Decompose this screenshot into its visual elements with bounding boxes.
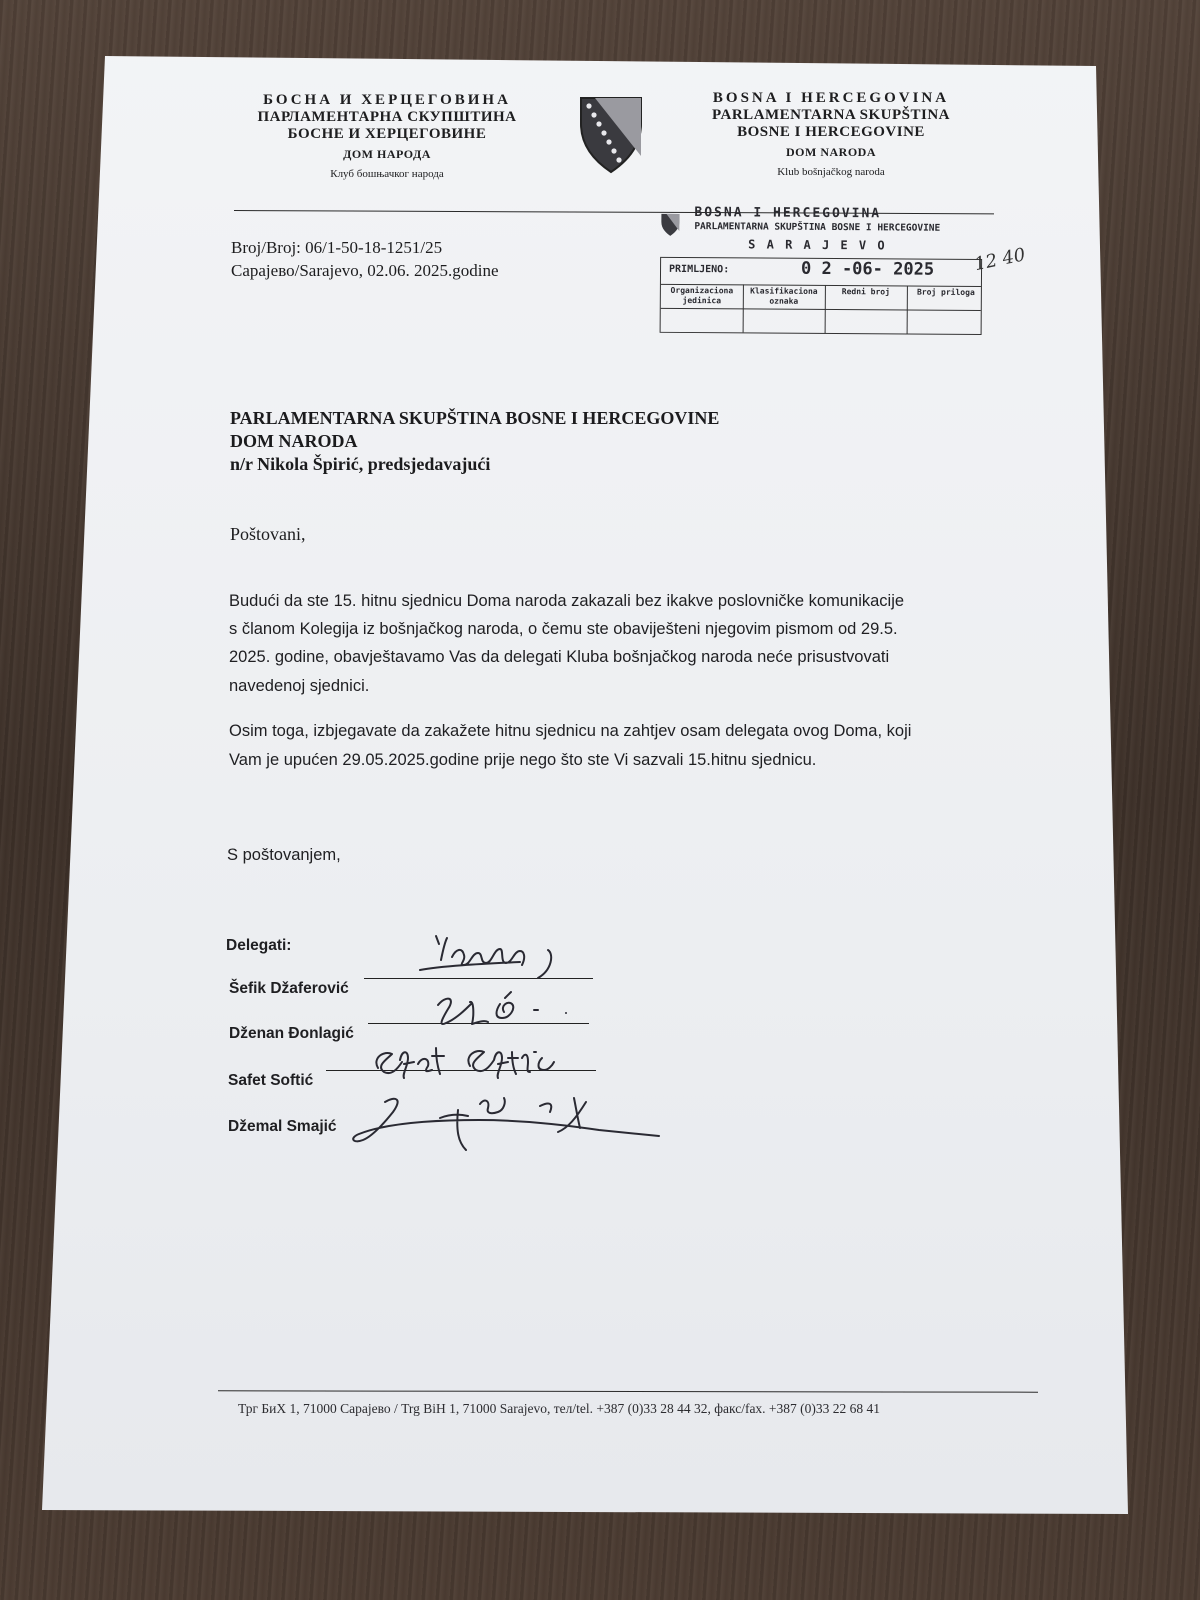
stamp-line3: S A R A J E V O [748, 237, 887, 253]
place-date: Сарајево/Sarajevo, 02.06. 2025.godine [231, 261, 499, 280]
letterhead-right-line2: PARLAMENTARNA SKUPŠTINA [711, 107, 951, 123]
delegate-2-name: Dženan Đonlagić [229, 1025, 354, 1042]
letterhead-left-line1: БОСНА И ХЕРЦЕГОВИНА [263, 92, 511, 108]
stamp-received-label: PRIMLJENO: [668, 263, 730, 276]
letterhead-left-line2: ПАРЛАМЕНТАРНА СКУПШТИНА [257, 109, 517, 125]
paragraph1-line4: navedenoj sjednici. [229, 677, 370, 695]
letterhead-left-line5: Клуб бошњачког народа [330, 168, 444, 180]
closing: S poštovanjem, [227, 846, 341, 864]
letterhead-right-line3: BOSNE I HERCEGOVINE [737, 124, 925, 140]
paragraph2-line1: Osim toga, izbjegavate da zakažete hitnu sjednicu na zahtjev osam delegata ovog Doma, koji [229, 722, 912, 740]
salutation: Poštovani, [230, 524, 306, 544]
letterhead-right-line4: DOM NARODA [786, 145, 876, 159]
stamp-col-1: Organizaciona jedinica [670, 285, 734, 306]
paragraph1-line3: 2025. godine, obavještavamo Vas da delegati Kluba bošnjačkog naroda neće prisustvovati [229, 648, 890, 666]
stamp-line2: PARLAMENTARNA SKUPŠTINA BOSNE I HERCEGOVINE [694, 221, 941, 234]
stamp-line1: BOSNA I HERCEGOVINA [694, 205, 882, 222]
delegate-4-name: Džemal Smajić [228, 1118, 337, 1135]
stamp-col-2: Klasifikaciona oznaka [750, 286, 818, 306]
recipient-line2: DOM NARODA [230, 431, 358, 451]
delegate-1-name: Šefik Džaferović [229, 980, 349, 997]
footer-address: Трг БиХ 1, 71000 Сарајево / Trg BiH 1, 71000 Sarajevo, тел/tel. +387 (0)33 28 44 32, факс/fax. +387 (0)33 22 68 41 [238, 1401, 881, 1416]
paragraph1-line2: s članom Kolegija iz bošnjačkog naroda, o čemu ste obaviješteni njegovim pismom od 29.5. [229, 620, 898, 638]
stamp-received-date: 0 2 -06- 2025 [800, 258, 935, 280]
paragraph2-line2: Vam je upućen 29.05.2025.godine prije nego što ste Vi sazvali 15.hitnu sjednicu. [229, 751, 817, 769]
letterhead-left-line3: БОСНЕ И ХЕРЦЕГОВИНЕ [287, 126, 487, 142]
stamp-col-3: Redni broj [841, 287, 890, 297]
stamp-col-4: Broj priloga [916, 287, 975, 298]
stamp-received-time: 12 40 [972, 244, 1028, 276]
letterhead-left-line4: ДОМ НАРОДА [343, 147, 431, 161]
paragraph1-line1: Budući da ste 15. hitnu sjednicu Doma naroda zakazali bez ikakve poslovničke komunikacije [229, 592, 905, 610]
letterhead-right-line1: BOSNA I HERCEGOVINA [712, 90, 950, 106]
recipient-line3: n/r Nikola Špirić, predsjedavajući [230, 454, 491, 474]
letterhead-right-line5: Klub bošnjačkog naroda [777, 166, 885, 178]
delegate-3-name: Safet Softić [228, 1072, 314, 1089]
reference-number: Broj/Broj: 06/1-50-18-1251/25 [231, 238, 443, 257]
recipient-line1: PARLAMENTARNA SKUPŠTINA BOSNE I HERCEGOVINE [230, 408, 720, 428]
delegates-label: Delegati: [226, 937, 292, 954]
